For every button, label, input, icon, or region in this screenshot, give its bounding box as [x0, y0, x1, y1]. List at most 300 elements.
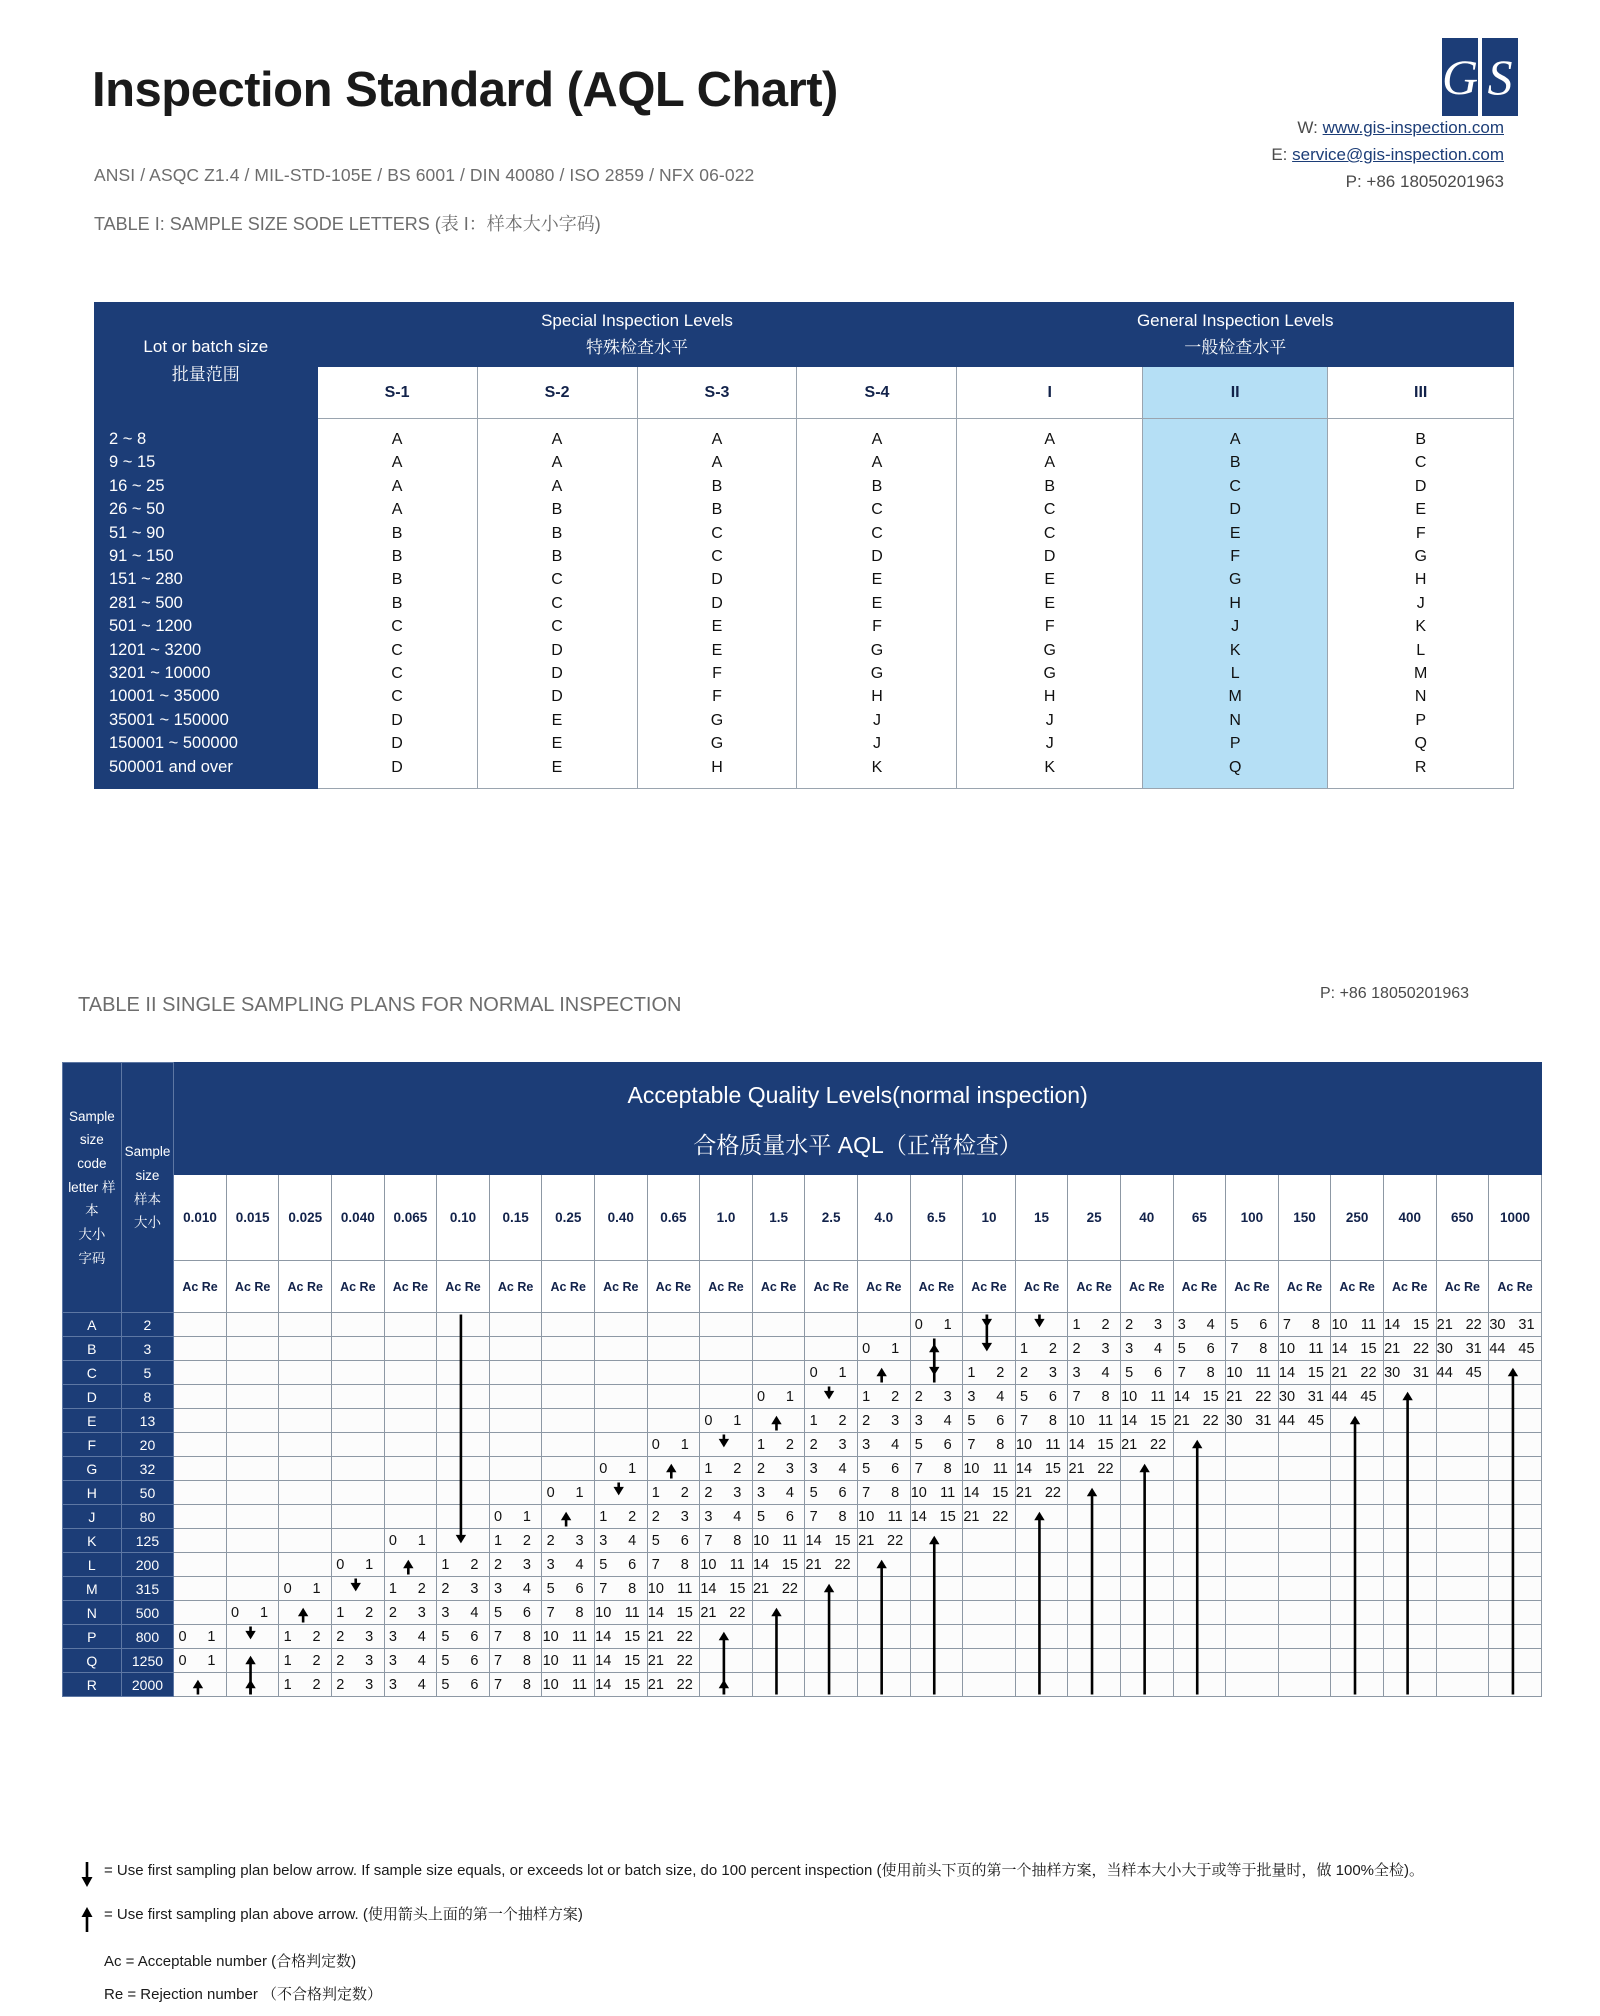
ac-value: 1	[599, 1508, 608, 1525]
plan-cell-Q-0.010	[174, 1649, 227, 1673]
plan-cell-K-6.5	[910, 1529, 963, 1553]
size-header-line: 样本	[133, 1191, 161, 1207]
table1-cell: J	[872, 711, 881, 729]
plan-cell-N-10	[963, 1601, 1016, 1625]
re-value: 3	[733, 1484, 742, 1501]
ac-value: 21	[1384, 1340, 1401, 1357]
re-value: 4	[838, 1460, 847, 1477]
plan-cell-R-0.015	[226, 1673, 279, 1697]
plan-cell-J-65	[1173, 1505, 1226, 1529]
ac-value: 10	[858, 1508, 875, 1525]
plan-cell-K-15	[1015, 1529, 1068, 1553]
plan-cell-P-0.025	[279, 1625, 332, 1649]
plan-cell-H-0.65	[647, 1481, 700, 1505]
table1-lot-range: 151 ~ 280	[109, 570, 183, 589]
table1-cell: K	[1229, 641, 1241, 659]
re-value: 22	[676, 1628, 693, 1645]
ac-value: 5	[1230, 1316, 1239, 1333]
re-value: 4	[733, 1508, 742, 1525]
re-value: 2	[628, 1508, 637, 1525]
plan-cell-R-650	[1436, 1673, 1489, 1697]
table1-cell: A	[1044, 454, 1056, 472]
aql-value-65: 65	[1173, 1175, 1226, 1261]
plan-cell-N-0.010	[174, 1601, 227, 1625]
plan-cell-J-1.0	[700, 1505, 753, 1529]
ac-value: 7	[809, 1508, 818, 1525]
plan-cell-M-65	[1173, 1577, 1226, 1601]
ac-value: 1	[756, 1436, 766, 1453]
sample-size-A: 2	[121, 1313, 174, 1337]
table1-cell: D	[391, 758, 403, 776]
aql-value-250: 250	[1331, 1175, 1384, 1261]
ac-value: 2	[388, 1604, 397, 1621]
table1-cell: E	[551, 758, 563, 776]
plan-cell-R-1.0	[700, 1673, 753, 1697]
table2-row-B	[63, 1337, 1542, 1361]
plan-cell-J-0.065	[384, 1505, 437, 1529]
table1-cell: C	[391, 641, 403, 659]
sample-size-L: 200	[121, 1553, 174, 1577]
plan-cell-P-650	[1436, 1625, 1489, 1649]
table1-cell: B	[391, 594, 403, 612]
plan-cell-H-10	[963, 1481, 1016, 1505]
sample-size-C: 5	[121, 1361, 174, 1385]
plan-cell-J-6.5	[910, 1505, 963, 1529]
page-header	[0, 0, 1600, 234]
ac-value: 3	[914, 1412, 923, 1429]
code-header-line: 字码	[78, 1250, 106, 1266]
size-header-line: 大小	[133, 1215, 161, 1231]
re-value: 8	[1206, 1364, 1215, 1381]
table1-cell: F	[872, 618, 882, 636]
plan-cell-R-0.40	[595, 1673, 648, 1697]
plan-cell-K-100	[1226, 1529, 1279, 1553]
table2-single-sampling-plans	[62, 1062, 1542, 1697]
table1-cell: G	[1043, 665, 1056, 683]
table2-row-N	[63, 1601, 1542, 1625]
plan-cell-C-2.5	[805, 1361, 858, 1385]
plan-cell-G-0.15	[489, 1457, 542, 1481]
plan-cell-H-25	[1068, 1481, 1121, 1505]
code-letter-F: F	[63, 1433, 122, 1457]
ac-value: 5	[756, 1508, 766, 1525]
plan-cell-G-1.0	[700, 1457, 753, 1481]
plan-cell-R-250	[1331, 1673, 1384, 1697]
ac-value: 0	[494, 1508, 503, 1525]
code-header-line: size	[79, 1132, 104, 1148]
re-value: 15	[624, 1652, 641, 1669]
plan-cell-B-0.10	[437, 1337, 490, 1361]
ac-value: 3	[967, 1388, 976, 1405]
sample-size-N: 500	[121, 1601, 174, 1625]
ac-value: 3	[494, 1580, 503, 1597]
ac-value: 10	[1331, 1316, 1348, 1333]
ac-value: 21	[963, 1508, 980, 1525]
re-value: 8	[943, 1460, 952, 1477]
re-value: 4	[417, 1628, 426, 1645]
plan-cell-R-1000	[1489, 1673, 1542, 1697]
ac-value: 14	[1068, 1436, 1085, 1453]
plan-cell-P-250	[1331, 1625, 1384, 1649]
re-value: 6	[785, 1508, 794, 1525]
plan-cell-R-0.010	[174, 1673, 227, 1697]
ac-value: 1	[1072, 1316, 1081, 1333]
plan-cell-F-0.025	[279, 1433, 332, 1457]
table2-row-Q	[63, 1649, 1542, 1673]
plan-cell-K-0.040	[332, 1529, 385, 1553]
plan-cell-G-25	[1068, 1457, 1121, 1481]
plan-cell-K-65	[1173, 1529, 1226, 1553]
re-value: 1	[417, 1532, 426, 1549]
plan-cell-P-150	[1278, 1625, 1331, 1649]
table1-cell: A	[391, 477, 403, 495]
plan-cell-R-1.5	[752, 1673, 805, 1697]
aql-value-0.065: 0.065	[384, 1175, 437, 1261]
table1-cell: C	[1043, 501, 1056, 519]
re-value: 8	[1311, 1316, 1320, 1333]
plan-cell-Q-0.15	[489, 1649, 542, 1673]
table2-wrapper	[62, 1062, 1542, 1697]
table1-lot-range: 26 ~ 50	[109, 500, 165, 519]
re-value: 45	[1465, 1364, 1482, 1381]
table1-cell: B	[391, 571, 403, 589]
re-value: 11	[624, 1604, 640, 1621]
table1-cell: P	[1415, 711, 1427, 729]
plan-cell-F-0.015	[226, 1433, 279, 1457]
plan-cell-P-0.010	[174, 1625, 227, 1649]
re-value: 22	[781, 1580, 798, 1597]
re-value: 6	[628, 1556, 637, 1573]
re-value: 11	[887, 1508, 903, 1525]
plan-cell-G-15	[1015, 1457, 1068, 1481]
plan-cell-D-0.010	[174, 1385, 227, 1409]
re-value: 22	[676, 1676, 693, 1693]
table1-lot-range: 3201 ~ 10000	[109, 664, 211, 683]
plan-cell-M-0.015	[226, 1577, 279, 1601]
plan-cell-G-400	[1383, 1457, 1436, 1481]
plan-cell-N-6.5	[910, 1601, 963, 1625]
plan-cell-G-0.010	[174, 1457, 227, 1481]
table2-row-L	[63, 1553, 1542, 1577]
aql-banner	[174, 1063, 1542, 1175]
ac-value: 30	[1384, 1364, 1401, 1381]
plan-cell-M-100	[1226, 1577, 1279, 1601]
footnote-ac: Ac = Acceptable number (合格判定数)	[104, 1953, 357, 1970]
special-levels-header	[317, 303, 957, 367]
table1-cell: H	[711, 758, 723, 776]
table2-phone: P: +86 18050201963	[1320, 985, 1470, 1002]
plan-cell-R-25	[1068, 1673, 1121, 1697]
acre-label: Ac Re	[384, 1261, 437, 1313]
ac-value: 7	[1072, 1388, 1081, 1405]
table1-level-iii: III	[1328, 367, 1514, 419]
table1-cell: B	[1044, 477, 1056, 495]
re-value: 8	[1259, 1340, 1268, 1357]
plan-cell-C-10	[963, 1361, 1016, 1385]
table1-cell: A	[551, 477, 563, 495]
re-value: 15	[729, 1580, 746, 1597]
plan-cell-P-2.5	[805, 1625, 858, 1649]
plan-cell-H-0.065	[384, 1481, 437, 1505]
code-letter-G: G	[63, 1457, 122, 1481]
ac-value: 1	[283, 1676, 292, 1693]
ac-value: 30	[1226, 1412, 1243, 1429]
lot-header-en: Lot or batch size	[143, 337, 269, 357]
re-value: 22	[1150, 1436, 1167, 1453]
plan-cell-L-0.025	[279, 1553, 332, 1577]
contact-block	[1271, 118, 1504, 199]
plan-cell-A-0.65	[647, 1313, 700, 1337]
re-value: 2	[312, 1628, 321, 1645]
table1-sample-size-code-letters	[94, 302, 1514, 789]
ac-value: 21	[1173, 1412, 1190, 1429]
plan-cell-N-1.0	[700, 1601, 753, 1625]
plan-cell-D-1000	[1489, 1385, 1542, 1409]
ac-value: 10	[1226, 1364, 1243, 1381]
re-value: 2	[996, 1364, 1005, 1381]
plan-cell-Q-650	[1436, 1649, 1489, 1673]
plan-cell-G-6.5	[910, 1457, 963, 1481]
plan-cell-E-0.010	[174, 1409, 227, 1433]
ac-value: 14	[1278, 1364, 1296, 1381]
table1-cell: A	[871, 454, 883, 472]
ac-value: 10	[700, 1556, 717, 1573]
re-value: 2	[785, 1436, 794, 1453]
code-letter-N: N	[63, 1601, 122, 1625]
re-value: 8	[522, 1652, 531, 1669]
plan-cell-Q-0.40	[595, 1649, 648, 1673]
table1-cell: J	[1045, 711, 1054, 729]
plan-cell-P-25	[1068, 1625, 1121, 1649]
table1-lot-range: 10001 ~ 35000	[109, 687, 220, 706]
re-value: 11	[677, 1580, 693, 1597]
plan-cell-M-250	[1331, 1577, 1384, 1601]
plan-cell-K-1.5	[752, 1529, 805, 1553]
acre-label: Ac Re	[700, 1261, 753, 1313]
ac-value: 1	[704, 1460, 713, 1477]
re-value: 3	[522, 1556, 531, 1573]
email-link[interactable]: service@gis-inspection.com	[1292, 145, 1504, 164]
ac-value: 10	[1278, 1340, 1296, 1357]
table1-cell: G	[710, 711, 724, 729]
acre-label: Ac Re	[1331, 1261, 1384, 1313]
table1-cell: R	[1414, 758, 1427, 776]
plan-cell-R-0.25	[542, 1673, 595, 1697]
special-levels-cn: 特殊检查水平	[586, 337, 689, 357]
table1-lot-list	[95, 419, 318, 789]
re-value: 6	[575, 1580, 584, 1597]
re-value: 45	[1518, 1340, 1535, 1357]
ac-value: 7	[862, 1484, 871, 1501]
plan-cell-Q-25	[1068, 1649, 1121, 1673]
plan-cell-G-4.0	[857, 1457, 910, 1481]
re-value: 22	[887, 1532, 904, 1549]
aql-value-6.5: 6.5	[910, 1175, 963, 1261]
plan-cell-F-100	[1226, 1433, 1279, 1457]
plan-cell-G-0.25	[542, 1457, 595, 1481]
aql-value-4.0: 4.0	[857, 1175, 910, 1261]
plan-cell-B-2.5	[805, 1337, 858, 1361]
plan-cell-K-1000	[1489, 1529, 1542, 1553]
plan-cell-G-0.040	[332, 1457, 385, 1481]
re-value: 4	[575, 1556, 584, 1573]
plan-cell-F-0.65	[647, 1433, 700, 1457]
re-value: 45	[1307, 1412, 1324, 1429]
plan-cell-L-65	[1173, 1553, 1226, 1577]
plan-cell-K-2.5	[805, 1529, 858, 1553]
ac-value: 2	[651, 1508, 660, 1525]
code-header-line: Sample	[68, 1108, 115, 1124]
plan-cell-E-15	[1015, 1409, 1068, 1433]
plan-cell-P-0.40	[595, 1625, 648, 1649]
table2-caption: TABLE II SINGLE SAMPLING PLANS FOR NORMAL INSPECTION	[78, 994, 682, 1016]
table1-lot-range: 150001 ~ 500000	[109, 734, 238, 753]
table1-cell: G	[710, 735, 724, 753]
re-value: 22	[1097, 1460, 1114, 1477]
plan-cell-R-15	[1015, 1673, 1068, 1697]
plan-cell-R-400	[1383, 1673, 1436, 1697]
aql-value-0.40: 0.40	[595, 1175, 648, 1261]
plan-cell-C-100	[1226, 1361, 1279, 1385]
plan-cell-K-4.0	[857, 1529, 910, 1553]
ac-value: 5	[494, 1604, 503, 1621]
ac-value: 3	[441, 1604, 450, 1621]
plan-cell-H-0.15	[489, 1481, 542, 1505]
ac-value: 2	[756, 1460, 766, 1477]
re-value: 3	[365, 1676, 374, 1693]
acre-label: Ac Re	[437, 1261, 490, 1313]
plan-cell-A-10	[963, 1313, 1016, 1337]
plan-cell-H-40	[1120, 1481, 1173, 1505]
plan-cell-H-1.5	[752, 1481, 805, 1505]
plan-cell-B-650	[1436, 1337, 1489, 1361]
ac-value: 14	[1173, 1388, 1190, 1405]
plan-cell-F-40	[1120, 1433, 1173, 1457]
re-value: 45	[1360, 1388, 1377, 1405]
plan-cell-K-0.10	[437, 1529, 490, 1553]
plan-cell-E-65	[1173, 1409, 1226, 1433]
table1-cell: E	[1229, 524, 1241, 542]
plan-cell-H-6.5	[910, 1481, 963, 1505]
re-value: 2	[1048, 1340, 1057, 1357]
plan-cell-M-15	[1015, 1577, 1068, 1601]
acre-label: Ac Re	[963, 1261, 1016, 1313]
plan-cell-R-0.065	[384, 1673, 437, 1697]
plan-cell-D-0.25	[542, 1385, 595, 1409]
re-value: 22	[1255, 1388, 1272, 1405]
table1-cell: D	[391, 711, 403, 729]
table1-cell: C	[711, 524, 723, 542]
plan-cell-M-1.5	[752, 1577, 805, 1601]
plan-cell-L-150	[1278, 1553, 1331, 1577]
plan-cell-A-150	[1278, 1313, 1331, 1337]
table1-lot-range: 91 ~ 150	[109, 547, 174, 566]
plan-cell-G-0.015	[226, 1457, 279, 1481]
ac-value: 1	[494, 1532, 503, 1549]
plan-cell-F-0.040	[332, 1433, 385, 1457]
re-value: 22	[834, 1556, 851, 1573]
ac-value: 7	[1282, 1316, 1292, 1333]
ac-value: 5	[862, 1460, 871, 1477]
aql-value-150: 150	[1278, 1175, 1331, 1261]
plan-cell-G-650	[1436, 1457, 1489, 1481]
plan-cell-H-0.015	[226, 1481, 279, 1505]
code-header-line: code	[77, 1156, 107, 1172]
code-letter-K: K	[63, 1529, 122, 1553]
plan-cell-E-0.065	[384, 1409, 437, 1433]
plan-cell-E-150	[1278, 1409, 1331, 1433]
size-header-line: Sample	[124, 1144, 171, 1160]
code-letter-A: A	[63, 1313, 122, 1337]
plan-cell-L-4.0	[857, 1553, 910, 1577]
re-value: 22	[1202, 1412, 1219, 1429]
website-link[interactable]: www.gis-inspection.com	[1322, 118, 1504, 137]
ac-value: 30	[1489, 1316, 1506, 1333]
table1-cell: D	[551, 641, 563, 659]
ac-value: 1	[283, 1652, 292, 1669]
plan-cell-C-40	[1120, 1361, 1173, 1385]
plan-cell-N-1.5	[752, 1601, 805, 1625]
re-value: 11	[1097, 1412, 1114, 1429]
ac-value: 5	[1019, 1388, 1029, 1405]
table1-cell: A	[1229, 431, 1241, 448]
plan-cell-G-100	[1226, 1457, 1279, 1481]
plan-cell-J-1.5	[752, 1505, 805, 1529]
ac-value: 21	[1121, 1436, 1138, 1453]
re-value: 1	[891, 1340, 900, 1357]
ac-value: 0	[651, 1436, 660, 1453]
plan-cell-L-6.5	[910, 1553, 963, 1577]
logo-letter-s: S	[1482, 38, 1518, 116]
re-value: 3	[1048, 1364, 1057, 1381]
plan-cell-G-40	[1120, 1457, 1173, 1481]
table1-cell: B	[711, 477, 723, 495]
plan-cell-D-10	[963, 1385, 1016, 1409]
re-value: 6	[470, 1652, 479, 1669]
plan-cell-N-2.5	[805, 1601, 858, 1625]
re-value: 15	[834, 1532, 851, 1549]
plan-cell-F-1.0	[700, 1433, 753, 1457]
plan-cell-E-0.040	[332, 1409, 385, 1433]
plan-cell-M-2.5	[805, 1577, 858, 1601]
table1-cell: C	[551, 594, 563, 612]
ac-value: 0	[178, 1628, 187, 1645]
plan-cell-D-0.40	[595, 1385, 648, 1409]
footnote-down-arrow	[70, 1862, 1570, 1892]
plan-cell-M-0.65	[647, 1577, 700, 1601]
plan-cell-P-10	[963, 1625, 1016, 1649]
plan-cell-K-1.0	[700, 1529, 753, 1553]
plan-cell-F-65	[1173, 1433, 1226, 1457]
plan-cell-C-0.25	[542, 1361, 595, 1385]
plan-cell-F-400	[1383, 1433, 1436, 1457]
table1-cell: A	[711, 431, 723, 448]
acre-label: Ac Re	[1436, 1261, 1489, 1313]
table1-column-i	[957, 419, 1142, 789]
plan-cell-N-4.0	[857, 1601, 910, 1625]
plan-cell-P-0.015	[226, 1625, 279, 1649]
plan-cell-R-10	[963, 1673, 1016, 1697]
plan-cell-J-2.5	[805, 1505, 858, 1529]
table1-cell: D	[391, 735, 403, 753]
plan-cell-F-0.10	[437, 1433, 490, 1457]
table2-header-row-banner	[63, 1063, 1542, 1175]
plan-cell-D-250	[1331, 1385, 1384, 1409]
re-value: 31	[1465, 1340, 1482, 1357]
ac-value: 2	[704, 1484, 713, 1501]
plan-cell-R-0.65	[647, 1673, 700, 1697]
plan-cell-B-250	[1331, 1337, 1384, 1361]
